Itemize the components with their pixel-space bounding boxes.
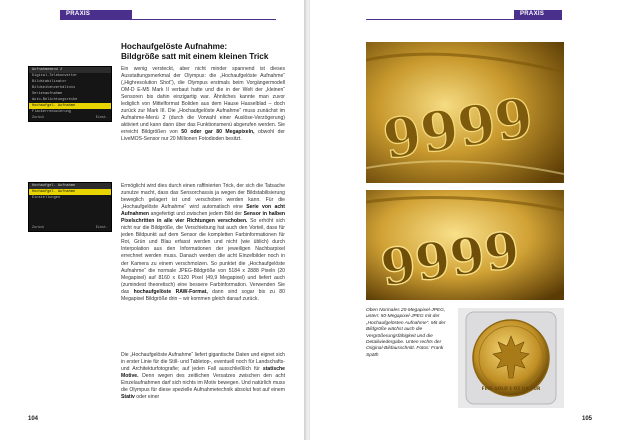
coin-inscription: FINE GOLD 1 OZ OR PUR (481, 387, 541, 392)
paragraph-text: Ermöglicht wird dies durch einen raffinierten Trick, der sich die Tatsache zunutze macht, dass das Sensorchassis ja wegen der Bildstabilisierung beweglich gelagert ist und verschoben werden kann. Für die „Hochaufgelöste Aufnahme“ wird automatisch eine (121, 183, 285, 211)
menu-footer (32, 226, 108, 230)
section-rule (60, 19, 276, 20)
paragraph-text: dann sind sogar bis zu 80 Megapixel Bildgröße drin – wir kommen gleich darauf zurück. (121, 288, 285, 302)
page-number: 104 (28, 416, 39, 422)
paragraph-text: obwohl der LiveMOS-Sensor nur 20 Millionen Fotodioden besitzt. (121, 129, 285, 143)
menu-footer-right: Einst. (95, 116, 108, 120)
menu-footer-left: Zurück (32, 226, 45, 230)
coin-digits: 9999 (377, 219, 524, 298)
section-tab: PRAXIS (60, 10, 132, 19)
gold-coin-closeup-20mp (366, 42, 564, 183)
paragraph-bold: Serie von acht Aufnahmen (121, 204, 285, 218)
page-number: 105 (581, 416, 592, 422)
menu-row: Bildseitenverhältnis (32, 86, 76, 90)
paragraph-bold: Stativ (121, 394, 135, 401)
original-coin-photo (458, 308, 564, 408)
article-heading (121, 42, 281, 62)
menu-row: Auto-Belichtungsreihe (32, 98, 78, 102)
paragraph-bold: Sensor in halben Pixelschritten in alle vier Richtungen verschoben. (121, 211, 286, 225)
left-page (0, 0, 306, 440)
menu-header: Aufnahmemenü 2 (29, 67, 111, 73)
heading-line-1: Hochaufgelöste Aufnahme: (121, 42, 228, 51)
paragraph-bold: hochaufgelöste RAW-Format, (133, 288, 208, 295)
menu-footer-left: Zurück (32, 116, 45, 120)
menu-row: Digital-Telekonverter (32, 74, 78, 78)
menu-footer-right: Einst. (95, 226, 108, 230)
menu-row: Serienaufnahme (32, 92, 63, 96)
coin-digits: 9999 (378, 84, 538, 172)
menu-row: Bildstabilisator (32, 80, 67, 84)
paragraph-text: Denn wegen des zeitlichen Versatzes zwischen den acht Einzelaufnahmen darf sich nichts im Motiv bewegen. Und natürlich muss die Olympus für diese spezielle Aufnahmetechnik absolut fest auf einem (121, 373, 285, 394)
paragraph-text: angefertigt und zwischen jedem Bild der (150, 211, 242, 218)
camera-menu-screenshot-2 (28, 182, 112, 232)
paragraph-text: So erhöht sich nicht nur die Bildgröße, die Verschiebung hat auch den Vorteil, dass für jeden Bildpunkt auf dem Sensor die kompletten Farbinformationen für Rot, Grün und Blau erfasst werden und nicht (wie üblich) durch Interpolation aus den Informationen der jeweiligen Nachbarpixel errechnet werden muss. Danach werden die acht Einzelbilder noch in der Kamera zu einem verschmolzen. So punktet die „Hochaufgelöste Aufnahme“ die normale JPEG-Bildgröße von 5184 x 2888 Pixeln (20 Megapixel) auf 8160 x 6120 Pixel (49,9 Megapixel) und liefert auch (zumindest theoretisch) eine bessere Farbinformation. Verwenden Sie das (121, 218, 285, 295)
body-paragraph-3 (121, 352, 285, 401)
paragraph-bold: 50 oder gar 80 Megapixeln, (181, 129, 255, 136)
heading-line-2: Bildgröße satt mit einem kleinen Trick (121, 52, 269, 61)
paragraph-text: Die „Hochaufgelöste Aufnahme“ liefert gigantische Daten und eignet sich in erster Linie für die Still- und Tabletop-, eventuell noch für Landschafts- und Architekturfotografie; auf jeden Fall ausschließlich für (121, 352, 285, 373)
camera-menu-screenshot-1 (28, 66, 112, 122)
menu-row-highlighted: Hochaufgel. Aufnahme (29, 189, 111, 195)
right-page (310, 0, 618, 440)
section-rule (366, 19, 562, 20)
gold-coin-closeup-50mp (366, 190, 564, 300)
menu-header: Hochaufgel. Aufnahme (29, 183, 111, 189)
paragraph-text: oder einer (136, 394, 160, 401)
paragraph-bold: statische Motive. (121, 366, 285, 380)
section-tab: PRAXIS (514, 10, 562, 19)
menu-footer (32, 116, 108, 120)
body-paragraph-2 (121, 183, 285, 303)
photo-caption: Oben Normales 20-Megapixel-JPEG, unten: 50-Megapixel-JPEG mit der „Hochaufgelösten Aufnahme“. Mit der Bildgröße wächst auch die Vergrößerungsfähigkeit und die Detailwiedergabe. Unten rechts der Original-Bildausschnitt. Fotos: Frank Späth (366, 308, 446, 358)
menu-row: Flackerreduzierung (32, 110, 71, 114)
body-paragraph-1 (121, 66, 285, 144)
menu-row: Einstellungen (32, 196, 61, 200)
paragraph-text: Ein wenig versteckt, aber nicht minder spannend ist dieses Ausstattungsmerkmal der Olympus: die „Hochaufgelöste Aufnahme“ („Highresolution Shot“), die Olympus erstmals beim Vorgängermodell OM-D E-M5 Mark II verbaut hatte und die in der Welt der „kleinen“ Sensoren bis dahin einzigartig war. Ähnliches kannte man zuvor lediglich von Mittelformat Boliden aus dem Hause Hasselblad – doch zurück zur Mark III. Die „Hochaufgelöste Aufnahme“ muss zunächst im Aufnahme-Menü 2 (durch die Vorwahl einer Auslöse-Verzögerung) aktiviert und kann dann über das Funktionsmenü abgerufen werden. Sie erreicht Bildgrößen von (121, 66, 285, 136)
menu-row-highlighted: Hochaufgel. Aufnahme (29, 103, 111, 109)
